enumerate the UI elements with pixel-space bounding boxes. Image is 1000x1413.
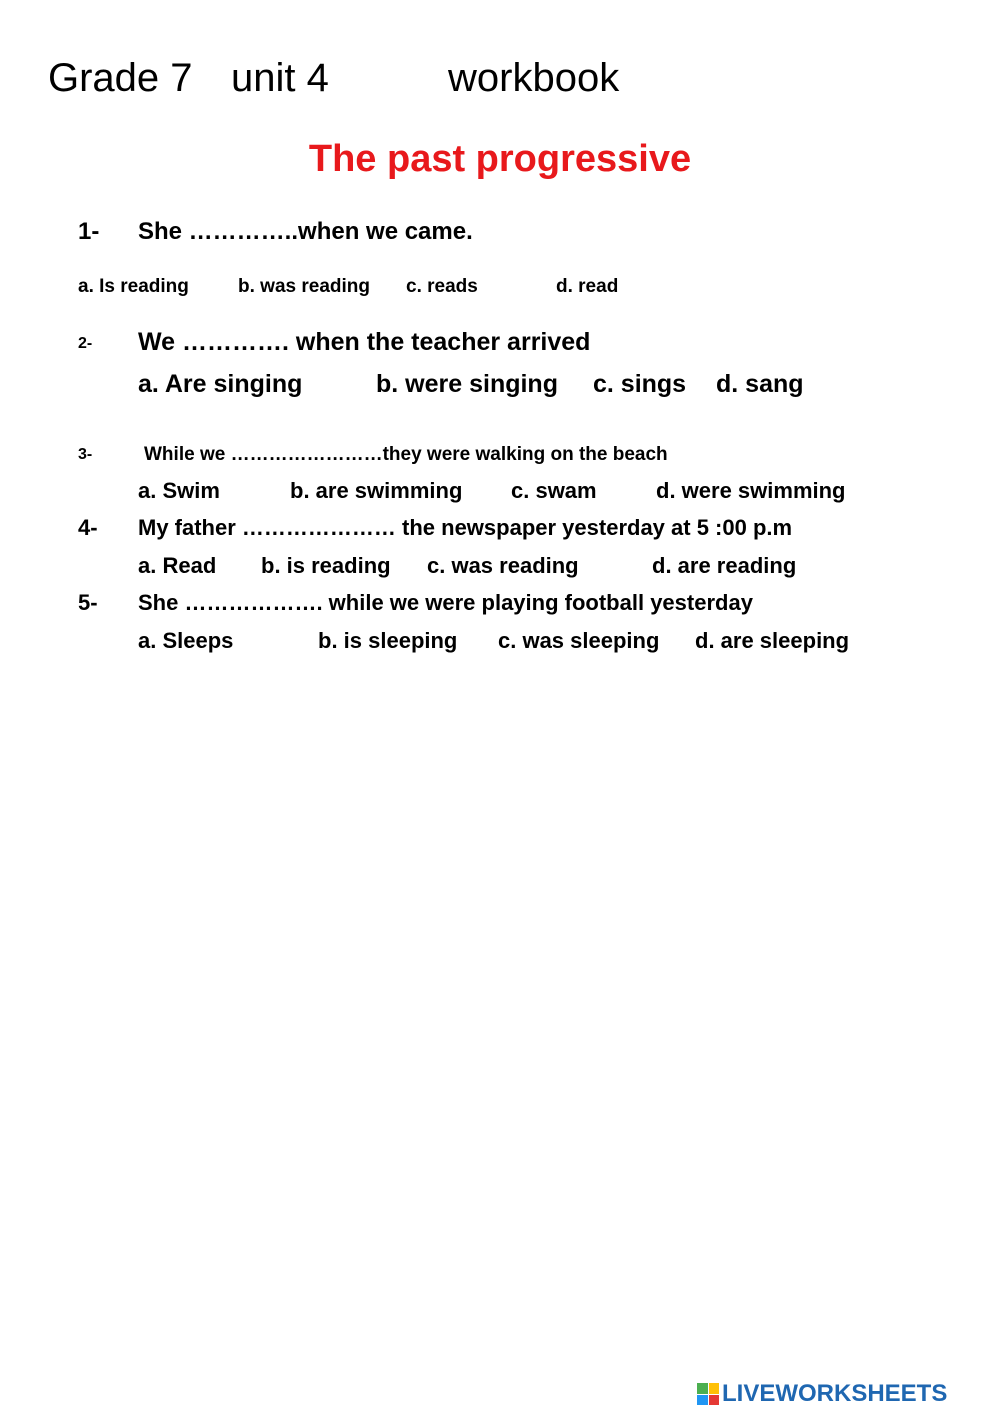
question-4-option-a[interactable]: a. Read xyxy=(138,553,217,578)
question-3-text: While we ……………………they were walking on the beach xyxy=(144,444,668,465)
question-3-option-a[interactable]: a. Swim xyxy=(138,478,220,503)
question-1-number: 1- xyxy=(78,218,100,245)
question-1-option-d[interactable]: d. read xyxy=(556,276,619,297)
question-3-option-c[interactable]: c. swam xyxy=(511,478,597,503)
question-5-text: She ………………. while we were playing football yesterday xyxy=(138,590,753,615)
question-4-option-c[interactable]: c. was reading xyxy=(427,553,579,578)
question-3-option-b[interactable]: b. are swimming xyxy=(290,478,463,503)
liveworksheets-logo-icon xyxy=(697,1383,719,1405)
footer-brand xyxy=(697,1380,947,1408)
question-5-option-a[interactable]: a. Sleeps xyxy=(138,628,234,653)
question-2-option-d[interactable]: d. sang xyxy=(716,370,804,398)
question-4-option-b[interactable]: b. is reading xyxy=(261,553,391,578)
header-grade: Grade 7 xyxy=(48,56,193,100)
header-workbook: workbook xyxy=(448,56,620,100)
question-2-number: 2- xyxy=(78,335,93,352)
question-1-option-a[interactable]: a. Is reading xyxy=(78,276,189,297)
question-2-option-c[interactable]: c. sings xyxy=(593,370,687,398)
brand-text: LIVEWORKSHEETS xyxy=(722,1380,948,1407)
question-4-number: 4- xyxy=(78,515,98,540)
question-4-option-d[interactable]: d. are reading xyxy=(652,553,797,578)
question-5-option-d[interactable]: d. are sleeping xyxy=(695,628,850,653)
question-2-option-a[interactable]: a. Are singing xyxy=(138,370,303,398)
page-title: The past progressive xyxy=(308,138,692,180)
question-1-text: She …………..when we came. xyxy=(138,218,473,245)
question-5-number: 5- xyxy=(78,590,98,615)
question-4-text: My father ………………… the newspaper yesterday at 5 :00 p.m xyxy=(138,515,793,540)
question-3-number: 3- xyxy=(78,446,93,463)
question-5-option-b[interactable]: b. is sleeping xyxy=(318,628,458,653)
question-1-option-c[interactable]: c. reads xyxy=(406,276,478,297)
question-3-option-d[interactable]: d. were swimming xyxy=(656,478,846,503)
header-unit: unit 4 xyxy=(231,56,329,100)
question-1-option-b[interactable]: b. was reading xyxy=(238,276,370,297)
question-2-text: We …………. when the teacher arrived xyxy=(138,328,591,356)
question-2-option-b[interactable]: b. were singing xyxy=(376,370,558,398)
question-5-option-c[interactable]: c. was sleeping xyxy=(498,628,660,653)
